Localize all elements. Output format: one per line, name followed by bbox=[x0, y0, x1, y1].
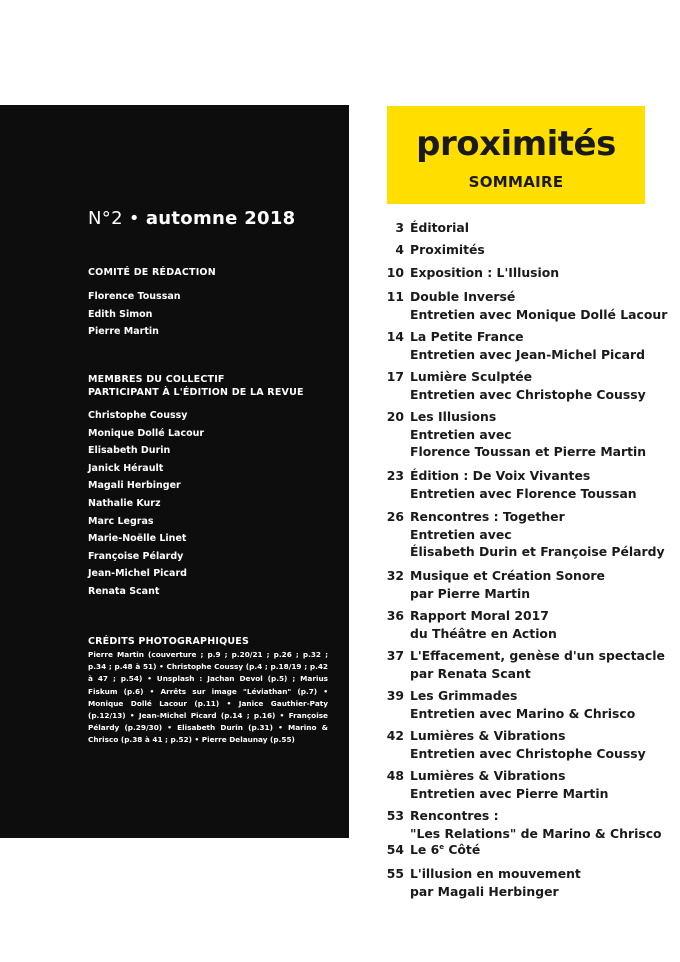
credits-title: CRÉDITS PHOTOGRAPHIQUES bbox=[88, 636, 250, 647]
collective-member: Renata Scant bbox=[88, 585, 160, 597]
toc-subtitle-line: Entretien avec Jean-Michel Picard bbox=[410, 346, 645, 362]
toc-subtitle-line: Entretien avec bbox=[410, 526, 512, 542]
toc-page-number: 11 bbox=[386, 289, 404, 304]
toc-entry-text bbox=[410, 567, 678, 602]
credits-panel bbox=[0, 105, 349, 838]
toc-subtitle-line: du Théâtre en Action bbox=[410, 625, 557, 641]
issue-separator: • bbox=[128, 208, 140, 229]
toc-entry-text bbox=[410, 607, 678, 642]
toc-entry-text bbox=[410, 865, 678, 900]
toc-entry-text bbox=[410, 647, 678, 682]
toc-entry-text bbox=[410, 241, 678, 259]
toc-title-line: Éditorial bbox=[410, 220, 469, 235]
toc-entry-text bbox=[410, 408, 678, 461]
toc-entry-line bbox=[410, 841, 678, 859]
masthead-box bbox=[387, 106, 645, 204]
toc-title-line: Rapport Moral 2017 bbox=[410, 608, 549, 623]
collective-member: Janick Hérault bbox=[88, 462, 164, 474]
toc-subtitle-line: Entretien avec Christophe Coussy bbox=[410, 745, 646, 761]
toc-title-line: Rencontres : Together bbox=[410, 509, 565, 524]
toc-subtitle-line: Entretien avec Marino & Chrisco bbox=[410, 705, 636, 721]
toc-page-number: 14 bbox=[386, 329, 404, 344]
issue-season: automne 2018 bbox=[145, 208, 296, 229]
toc-title-line: Les Grimmades bbox=[410, 688, 518, 703]
toc-page-number: 39 bbox=[386, 688, 404, 703]
toc-subtitle-line: Entretien avec Florence Toussan bbox=[410, 485, 637, 501]
toc-subtitle-line: Élisabeth Durin et Françoise Pélardy bbox=[410, 544, 665, 559]
toc-entry-text bbox=[410, 467, 678, 502]
toc-subtitle-line: Entretien avec Christophe Coussy bbox=[410, 386, 646, 402]
toc-title-line: Double Inversé bbox=[410, 289, 516, 304]
toc-page-number: 54 bbox=[386, 842, 404, 857]
toc-page-number: 42 bbox=[386, 728, 404, 743]
ordinal-superscript: e bbox=[439, 842, 444, 851]
toc-entry-text bbox=[410, 767, 678, 802]
committee-title: COMITÉ DE RÉDACTION bbox=[88, 267, 216, 278]
toc-subtitle-line: Entretien avec bbox=[410, 426, 512, 442]
toc-page-number: 26 bbox=[386, 509, 404, 524]
toc-title-line: L'illusion en mouvement bbox=[410, 866, 581, 881]
toc-page-number: 4 bbox=[395, 242, 404, 257]
toc-title-line: Lumières & Vibrations bbox=[410, 728, 566, 743]
sommaire-heading: SOMMAIRE bbox=[468, 173, 564, 191]
magazine-title: proximités bbox=[416, 124, 616, 164]
toc-title-line: Rencontres : bbox=[410, 808, 499, 823]
toc-page-number: 32 bbox=[386, 568, 404, 583]
toc-page-number: 55 bbox=[386, 866, 404, 881]
collective-member: Marc Legras bbox=[88, 515, 154, 527]
collective-member: Elisabeth Durin bbox=[88, 445, 171, 457]
toc-page-number: 17 bbox=[386, 369, 404, 384]
collective-member: Monique Dollé Lacour bbox=[88, 427, 205, 439]
toc-subtitle-line: Entretien avec Pierre Martin bbox=[410, 785, 609, 801]
issue-number: N°2 bbox=[88, 208, 123, 229]
committee-list bbox=[88, 288, 181, 341]
collective-title-line2: PARTICIPANT À L'ÉDITION DE LA REVUE bbox=[88, 387, 304, 398]
toc-subtitle-line: par Magali Herbinger bbox=[410, 883, 559, 899]
toc-title-line: La Petite France bbox=[410, 329, 524, 344]
toc-subtitle-line: par Pierre Martin bbox=[410, 585, 531, 601]
collective-member: Jean-Michel Picard bbox=[88, 568, 187, 580]
toc-entry-text bbox=[410, 727, 678, 762]
toc-page-number: 10 bbox=[386, 265, 404, 280]
toc-entry-text bbox=[410, 508, 678, 561]
toc-title-line: L'Effacement, genèse d'un spectacle bbox=[410, 648, 665, 663]
toc-title-part: Côté bbox=[448, 842, 481, 857]
toc-title-line: Lumières & Vibrations bbox=[410, 768, 566, 783]
toc-page-number: 3 bbox=[395, 220, 404, 235]
toc-entry-text bbox=[410, 219, 678, 237]
toc-subtitle-line: par Renata Scant bbox=[410, 665, 531, 681]
toc-title-line: Proximités bbox=[410, 242, 485, 257]
toc-entry-text bbox=[410, 368, 678, 403]
toc-subtitle-line: Entretien avec Monique Dollé Lacour bbox=[410, 306, 668, 322]
collective-title bbox=[88, 373, 304, 399]
committee-member: Edith Simon bbox=[88, 308, 153, 320]
committee-member: Florence Toussan bbox=[88, 291, 181, 302]
credits-text: Pierre Martin (couverture ; p.9 ; p.20/21 ; p.26 ; p.32 ; p.34 ; p.48 à 51) • Christophe Coussy (p.4 ; p.18/19 ; p.42 à 47 ; p.54) • Unsplash : Jachan Devol (p.5) ; Marius Fiskum (p.6) • Arrêts sur image "Léviathan" (p.7) • Monique Dollé Lacour (p.11) • Janice Gauthier-Paty (p.12/13) • Jean-Michel Picard (p.14 ; p.16) • Françoise Pélardy (p.29/30) • Elisabeth Durin (p.31) • Marino & Chrisco (p.38 à 41 ; p.52) • Pierre Delaunay (p.55) bbox=[88, 650, 328, 745]
toc-title-part: Le 6 bbox=[410, 842, 440, 857]
toc-entry-text bbox=[410, 687, 678, 722]
toc-page-number: 53 bbox=[386, 808, 404, 823]
collective-member: Christophe Coussy bbox=[88, 410, 188, 421]
toc-page-number: 48 bbox=[386, 768, 404, 783]
issue-heading bbox=[88, 208, 296, 229]
committee-member: Pierre Martin bbox=[88, 326, 159, 338]
collective-member: Magali Herbinger bbox=[88, 480, 181, 492]
toc-title-line: Musique et Création Sonore bbox=[410, 568, 605, 583]
toc-entry-text bbox=[410, 807, 678, 842]
toc-subtitle-line: "Les Relations" de Marino & Chrisco bbox=[410, 825, 662, 841]
toc-entry-text bbox=[410, 288, 678, 323]
collective-list bbox=[88, 407, 204, 601]
collective-title-line1: MEMBRES DU COLLECTIF bbox=[88, 374, 225, 385]
toc-title-line: Exposition : L'Illusion bbox=[410, 265, 560, 280]
toc-page-number: 36 bbox=[386, 608, 404, 623]
toc-title-line: Lumière Sculptée bbox=[410, 369, 533, 384]
toc-entry-text bbox=[410, 841, 678, 859]
toc-title-line: Les Illusions bbox=[410, 409, 497, 424]
collective-member: Marie-Noëlle Linet bbox=[88, 533, 187, 545]
toc-page-number: 37 bbox=[386, 648, 404, 663]
collective-member: Françoise Pélardy bbox=[88, 550, 184, 562]
toc-page-number: 23 bbox=[386, 468, 404, 483]
toc-subtitle-line: Florence Toussan et Pierre Martin bbox=[410, 444, 647, 459]
toc-page-number: 20 bbox=[386, 409, 404, 424]
toc-entry-text bbox=[410, 328, 678, 363]
toc-title-line: Édition : De Voix Vivantes bbox=[410, 468, 591, 483]
collective-member: Nathalie Kurz bbox=[88, 497, 161, 509]
toc-entry-text bbox=[410, 264, 678, 282]
